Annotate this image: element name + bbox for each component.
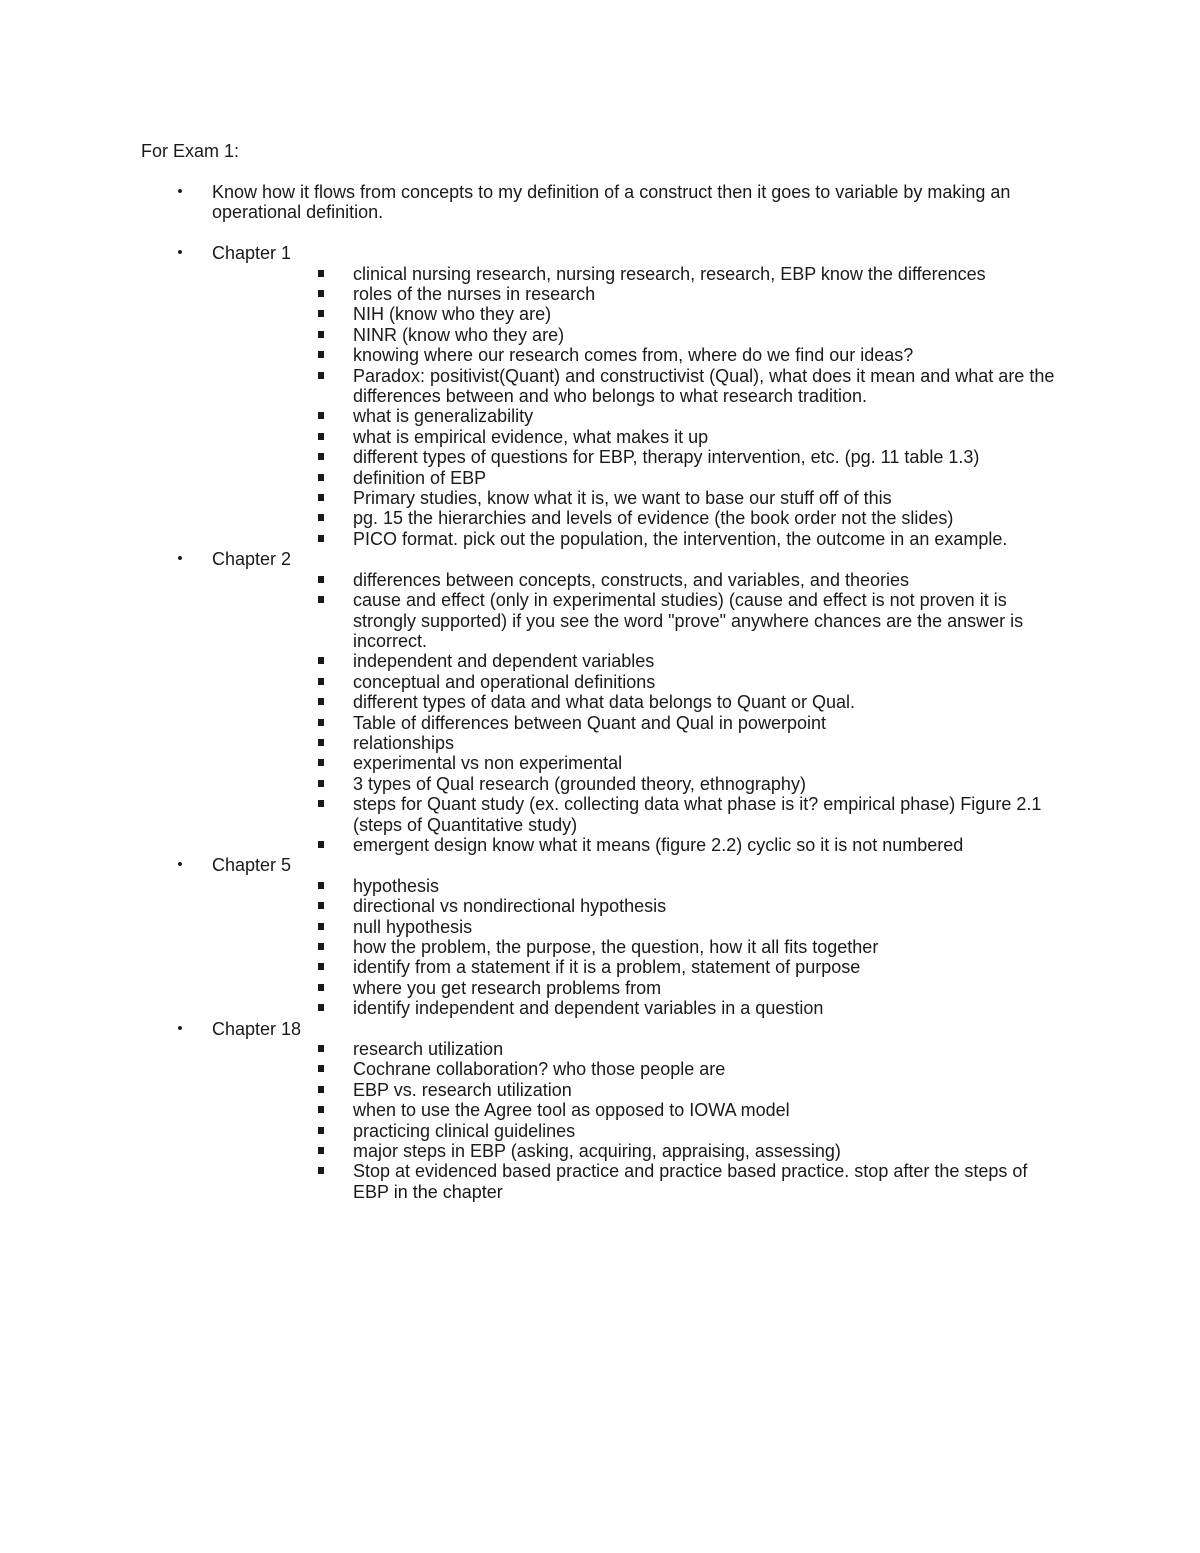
bullet-item (353, 1121, 1068, 1141)
square-bullet-icon (318, 943, 324, 950)
square-bullet-icon (318, 1045, 324, 1052)
bullet-item-text: when to use the Agree tool as opposed to IOWA model (353, 1100, 790, 1121)
square-bullet-icon (318, 596, 324, 603)
bullet-item-text: identify independent and dependent variables in a question (353, 998, 824, 1019)
round-bullet-icon: • (177, 856, 183, 874)
bullet-item (353, 713, 1068, 733)
bullet-item (353, 753, 1068, 773)
bullet-item-text: differences between concepts, constructs, and variables, and theories (353, 569, 909, 590)
bullet-item (353, 366, 1068, 407)
chapter-section (0, 855, 1012, 875)
bullet-item-text: what is generalizability (353, 406, 534, 427)
bullet-item-text: directional vs nondirectional hypothesis (353, 896, 667, 917)
bullet-item (353, 1141, 1068, 1161)
bullet-item (353, 774, 1068, 794)
bullet-item (353, 570, 1068, 590)
bullet-item-text: Stop at evidenced based practice and practice based practice. stop after the steps of EBP in the chapter (353, 1161, 1028, 1202)
square-bullet-icon (318, 678, 324, 685)
bullet-item (353, 508, 1068, 528)
square-bullet-icon (318, 433, 324, 440)
bullet-item-text: roles of the nurses in research (353, 284, 596, 305)
square-bullet-icon (318, 882, 324, 889)
square-bullet-icon (318, 780, 324, 787)
bullet-item-text: different types of questions for EBP, therapy intervention, etc. (pg. 11 table 1.3) (353, 447, 980, 468)
bullet-item-text: cause and effect (only in experimental studies) (cause and effect is not proven it is strongly supported) if you see the word "prove" anywhere chances are the answer is incorrect. (353, 590, 1024, 651)
square-bullet-icon (318, 1086, 324, 1093)
square-bullet-icon (318, 514, 324, 521)
bullet-item-text: what is empirical evidence, what makes it up (353, 426, 709, 447)
bullet-item (353, 325, 1068, 345)
bullet-item (353, 876, 1068, 896)
round-bullet-icon: • (177, 183, 183, 200)
bullet-item-text: 3 types of Qual research (grounded theory, ethnography) (353, 773, 806, 794)
square-bullet-icon (318, 984, 324, 991)
bullet-item-text: definition of EBP (353, 467, 487, 488)
bullet-item-text: major steps in EBP (asking, acquiring, appraising, assessing) (353, 1141, 841, 1162)
bullet-item (353, 590, 1068, 651)
bullet-item (353, 917, 1068, 937)
bullet-item (353, 264, 1068, 284)
bullet-item (353, 1161, 1068, 1202)
chapter-items (0, 1039, 1200, 1202)
bullet-item-text: how the problem, the purpose, the question, how it all fits together (353, 937, 879, 958)
bullet-item (353, 998, 1068, 1018)
bullet-item-text: null hypothesis (353, 916, 473, 937)
chapter-section (0, 1019, 1012, 1039)
square-bullet-icon (318, 372, 324, 379)
square-bullet-icon (318, 1065, 324, 1072)
square-bullet-icon (318, 1127, 324, 1134)
square-bullet-icon (318, 902, 324, 909)
bullet-item (353, 468, 1068, 488)
bullet-item-text: PICO format. pick out the population, the intervention, the outcome in an example. (353, 528, 1008, 549)
bullet-item (353, 1100, 1068, 1120)
square-bullet-icon (318, 963, 324, 970)
square-bullet-icon (318, 290, 324, 297)
chapter-heading: Chapter 5 (212, 855, 292, 876)
square-bullet-icon (318, 535, 324, 542)
bullet-item (353, 957, 1068, 977)
bullet-item (353, 284, 1068, 304)
square-bullet-icon (318, 923, 324, 930)
square-bullet-icon (318, 474, 324, 481)
chapter-heading: Chapter 1 (212, 243, 292, 264)
bullet-item (353, 1039, 1068, 1059)
bullet-item-text: Cochrane collaboration? who those people are (353, 1059, 726, 1080)
bullet-item (353, 978, 1068, 998)
square-bullet-icon (318, 310, 324, 317)
bullet-item-text: knowing where our research comes from, where do we find our ideas? (353, 345, 914, 366)
square-bullet-icon (318, 1004, 324, 1011)
outline-item-text: Know how it flows from concepts to my definition of a construct then it goes to variable by making an operational definition. (212, 182, 1011, 223)
chapter-section (0, 243, 1012, 263)
bullet-item-text: relationships (353, 732, 455, 753)
round-bullet-icon: • (177, 550, 183, 568)
outline-list (0, 182, 1200, 1202)
bullet-item (353, 488, 1068, 508)
chapter-heading: Chapter 18 (212, 1018, 302, 1039)
square-bullet-icon (318, 841, 324, 848)
square-bullet-icon (318, 657, 324, 664)
bullet-item-text: experimental vs non experimental (353, 753, 623, 774)
document-title: For Exam 1: (141, 141, 240, 161)
bullet-item-text: research utilization (353, 1039, 504, 1060)
square-bullet-icon (318, 800, 324, 807)
outline-item (0, 182, 1012, 223)
bullet-item (353, 733, 1068, 753)
bullet-item-text: where you get research problems from (353, 977, 662, 998)
square-bullet-icon (318, 1167, 324, 1174)
chapter-items (0, 876, 1200, 1019)
bullet-item-text: hypothesis (353, 875, 440, 896)
chapter-section (0, 549, 1012, 569)
bullet-item-text: NIH (know who they are) (353, 304, 552, 325)
bullet-item (353, 692, 1068, 712)
bullet-item (353, 304, 1068, 324)
bullet-item (353, 794, 1068, 835)
bullet-item-text: EBP vs. research utilization (353, 1079, 572, 1100)
bullet-item (353, 1080, 1068, 1100)
bullet-item (353, 406, 1068, 426)
square-bullet-icon (318, 270, 324, 277)
bullet-item (353, 937, 1068, 957)
bullet-item-text: conceptual and operational definitions (353, 671, 656, 692)
bullet-item-text: practicing clinical guidelines (353, 1120, 576, 1141)
bullet-item (353, 1059, 1068, 1079)
square-bullet-icon (318, 453, 324, 460)
chapter-items (0, 264, 1200, 550)
bullet-item-text: identify from a statement if it is a problem, statement of purpose (353, 957, 861, 978)
bullet-item-text: different types of data and what data belongs to Quant or Qual. (353, 692, 856, 713)
square-bullet-icon (318, 331, 324, 338)
bullet-item-text: NINR (know who they are) (353, 324, 565, 345)
chapter-items (0, 570, 1200, 856)
bullet-item (353, 896, 1068, 916)
bullet-item (353, 427, 1068, 447)
chapter-heading: Chapter 2 (212, 549, 292, 570)
square-bullet-icon (318, 576, 324, 583)
bullet-item-text: clinical nursing research, nursing research, research, EBP know the differences (353, 263, 986, 284)
bullet-item (353, 529, 1068, 549)
round-bullet-icon: • (177, 244, 183, 262)
square-bullet-icon (318, 494, 324, 501)
bullet-item (353, 447, 1068, 467)
square-bullet-icon (318, 412, 324, 419)
bullet-item (353, 835, 1068, 855)
bullet-item-text: independent and dependent variables (353, 651, 655, 672)
square-bullet-icon (318, 739, 324, 746)
bullet-item-text: steps for Quant study (ex. collecting data what phase is it? empirical phase) Figure 2.1 (steps of Quantitative study) (353, 794, 1042, 835)
bullet-item-text: Primary studies, know what it is, we want to base our stuff off of this (353, 488, 892, 509)
square-bullet-icon (318, 1106, 324, 1113)
square-bullet-icon (318, 351, 324, 358)
bullet-item-text: Paradox: positivist(Quant) and constructivist (Qual), what does it mean and what are the differences between and who belongs to what research tradition. (353, 365, 1055, 407)
square-bullet-icon (318, 1147, 324, 1154)
bullet-item (353, 651, 1068, 671)
square-bullet-icon (318, 698, 324, 705)
round-bullet-icon: • (177, 1019, 183, 1037)
square-bullet-icon (318, 759, 324, 766)
bullet-item-text: emergent design know what it means (figure 2.2) cyclic so it is not numbered (353, 834, 964, 855)
square-bullet-icon (318, 719, 324, 726)
bullet-item (353, 672, 1068, 692)
bullet-item (353, 345, 1068, 365)
bullet-item-text: Table of differences between Quant and Qual in powerpoint (353, 712, 826, 733)
bullet-item-text: pg. 15 the hierarchies and levels of evidence (the book order not the slides) (353, 508, 954, 529)
